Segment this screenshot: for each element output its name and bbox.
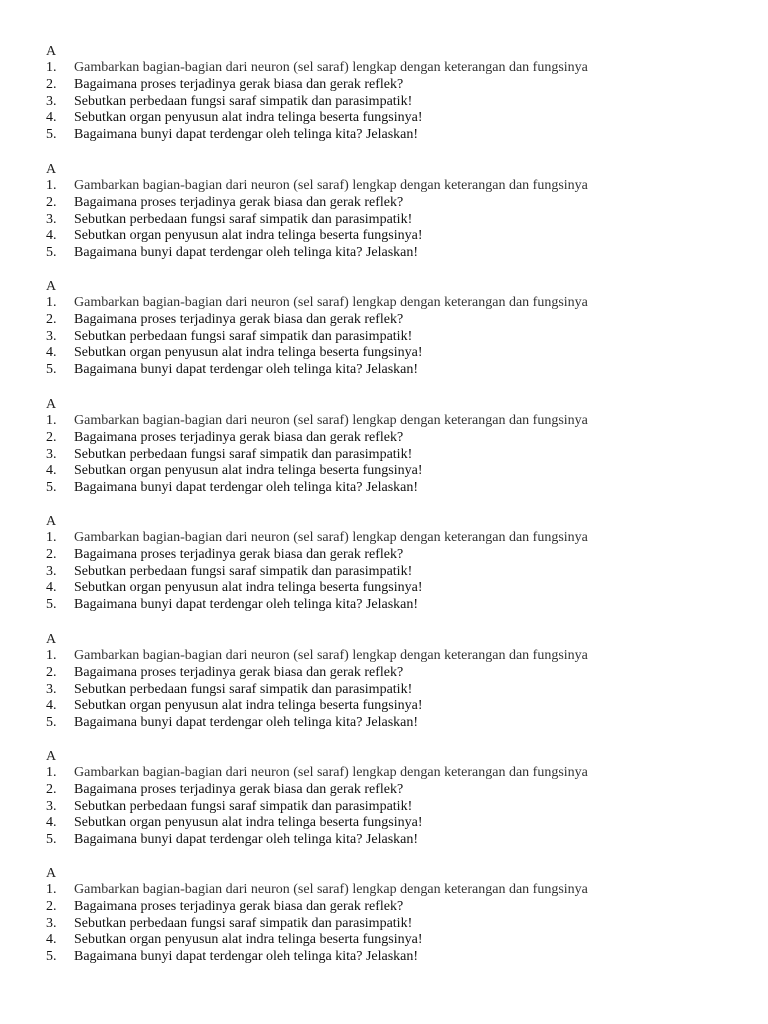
question-text: Gambarkan bagian-bagian dari neuron (sel saraf) lengkap dengan keterangan dan fungsinya bbox=[74, 530, 588, 545]
question-text: Bagaimana bunyi dapat terdengar oleh telinga kita? Jelaskan! bbox=[74, 480, 419, 496]
question-item bbox=[46, 312, 746, 329]
question-text: Sebutkan perbedaan fungsi saraf simpatik dan parasimpatik! bbox=[74, 446, 413, 462]
question-text: Sebutkan perbedaan fungsi saraf simpatik dan parasimpatik! bbox=[74, 328, 413, 344]
question-item bbox=[46, 329, 746, 346]
question-text: Bagaimana bunyi dapat terdengar oleh telinga kita? Jelaskan! bbox=[74, 127, 419, 143]
question-item bbox=[46, 345, 746, 362]
question-item bbox=[46, 530, 746, 547]
question-text: Bagaimana proses terjadinya gerak biasa dan gerak reflek? bbox=[74, 664, 404, 680]
question-number: 3. bbox=[46, 328, 57, 344]
question-number: 4. bbox=[46, 228, 57, 244]
question-text: Gambarkan bagian-bagian dari neuron (sel saraf) lengkap dengan keterangan dan fungsinya bbox=[74, 648, 588, 663]
question-text: Bagaimana bunyi dapat terdengar oleh telinga kita? Jelaskan! bbox=[74, 832, 419, 848]
question-item bbox=[46, 110, 746, 127]
question-number: 5. bbox=[46, 480, 57, 496]
question-item bbox=[46, 665, 746, 682]
question-section bbox=[46, 513, 746, 614]
question-text: Sebutkan organ penyusun alat indra telinga beserta fungsinya! bbox=[74, 463, 423, 479]
question-text: Sebutkan organ penyusun alat indra telinga beserta fungsinya! bbox=[74, 580, 423, 596]
question-text: Sebutkan organ penyusun alat indra telinga beserta fungsinya! bbox=[74, 932, 423, 948]
question-item bbox=[46, 580, 746, 597]
question-number: 2. bbox=[46, 664, 57, 680]
question-text: Sebutkan perbedaan fungsi saraf simpatik dan parasimpatik! bbox=[74, 681, 413, 697]
question-section bbox=[46, 396, 746, 497]
question-number: 5. bbox=[46, 832, 57, 848]
question-text: Gambarkan bagian-bagian dari neuron (sel saraf) lengkap dengan keterangan dan fungsinya bbox=[74, 765, 588, 780]
question-number: 1. bbox=[46, 765, 57, 780]
question-item bbox=[46, 765, 746, 782]
question-item bbox=[46, 362, 746, 379]
question-text: Sebutkan organ penyusun alat indra telinga beserta fungsinya! bbox=[74, 345, 423, 361]
question-item bbox=[46, 60, 746, 77]
question-number: 5. bbox=[46, 245, 57, 261]
question-number: 2. bbox=[46, 781, 57, 797]
question-number: 5. bbox=[46, 127, 57, 143]
question-item bbox=[46, 882, 746, 899]
question-item bbox=[46, 799, 746, 816]
question-item bbox=[46, 682, 746, 699]
question-number: 1. bbox=[46, 413, 57, 428]
question-number: 1. bbox=[46, 178, 57, 193]
question-number: 1. bbox=[46, 648, 57, 663]
question-number: 3. bbox=[46, 798, 57, 814]
question-item bbox=[46, 715, 746, 732]
question-number: 1. bbox=[46, 295, 57, 310]
question-item bbox=[46, 447, 746, 464]
question-number: 3. bbox=[46, 446, 57, 462]
question-text: Bagaimana bunyi dapat terdengar oleh telinga kita? Jelaskan! bbox=[74, 715, 419, 731]
question-number: 3. bbox=[46, 211, 57, 227]
section-label: A bbox=[46, 44, 57, 59]
question-text: Bagaimana bunyi dapat terdengar oleh telinga kita? Jelaskan! bbox=[74, 362, 419, 378]
question-number: 3. bbox=[46, 681, 57, 697]
question-number: 5. bbox=[46, 949, 57, 965]
question-number: 1. bbox=[46, 882, 57, 897]
question-number: 4. bbox=[46, 110, 57, 126]
question-text: Sebutkan perbedaan fungsi saraf simpatik dan parasimpatik! bbox=[74, 93, 413, 109]
question-text: Gambarkan bagian-bagian dari neuron (sel saraf) lengkap dengan keterangan dan fungsinya bbox=[74, 882, 588, 897]
question-item bbox=[46, 195, 746, 212]
question-text: Sebutkan organ penyusun alat indra telinga beserta fungsinya! bbox=[74, 228, 423, 244]
section-label: A bbox=[46, 397, 57, 412]
question-text: Sebutkan perbedaan fungsi saraf simpatik dan parasimpatik! bbox=[74, 211, 413, 227]
question-text: Gambarkan bagian-bagian dari neuron (sel saraf) lengkap dengan keterangan dan fungsinya bbox=[74, 178, 588, 193]
section-label: A bbox=[46, 749, 57, 764]
question-item bbox=[46, 932, 746, 949]
question-text: Gambarkan bagian-bagian dari neuron (sel saraf) lengkap dengan keterangan dan fungsinya bbox=[74, 413, 588, 428]
question-text: Bagaimana proses terjadinya gerak biasa dan gerak reflek? bbox=[74, 76, 404, 92]
section-label: A bbox=[46, 279, 57, 294]
question-number: 5. bbox=[46, 362, 57, 378]
question-number: 1. bbox=[46, 60, 57, 75]
question-item bbox=[46, 597, 746, 614]
question-text: Bagaimana bunyi dapat terdengar oleh telinga kita? Jelaskan! bbox=[74, 597, 419, 613]
question-item bbox=[46, 178, 746, 195]
question-number: 4. bbox=[46, 580, 57, 596]
question-item bbox=[46, 832, 746, 849]
section-label: A bbox=[46, 632, 57, 647]
question-text: Bagaimana proses terjadinya gerak biasa dan gerak reflek? bbox=[74, 311, 404, 327]
question-text: Sebutkan organ penyusun alat indra telinga beserta fungsinya! bbox=[74, 698, 423, 714]
question-text: Sebutkan organ penyusun alat indra telinga beserta fungsinya! bbox=[74, 815, 423, 831]
question-number: 3. bbox=[46, 915, 57, 931]
question-number: 2. bbox=[46, 429, 57, 445]
section-label: A bbox=[46, 866, 57, 881]
question-item bbox=[46, 463, 746, 480]
question-text: Bagaimana bunyi dapat terdengar oleh telinga kita? Jelaskan! bbox=[74, 245, 419, 261]
question-section bbox=[46, 748, 746, 849]
question-item bbox=[46, 94, 746, 111]
question-text: Gambarkan bagian-bagian dari neuron (sel saraf) lengkap dengan keterangan dan fungsinya bbox=[74, 60, 588, 75]
question-text: Gambarkan bagian-bagian dari neuron (sel saraf) lengkap dengan keterangan dan fungsinya bbox=[74, 295, 588, 310]
question-item bbox=[46, 228, 746, 245]
question-number: 4. bbox=[46, 698, 57, 714]
question-item bbox=[46, 430, 746, 447]
question-section bbox=[46, 161, 746, 262]
question-item bbox=[46, 77, 746, 94]
question-item bbox=[46, 648, 746, 665]
question-number: 2. bbox=[46, 898, 57, 914]
question-number: 4. bbox=[46, 815, 57, 831]
section-label: A bbox=[46, 162, 57, 177]
question-number: 1. bbox=[46, 530, 57, 545]
question-number: 4. bbox=[46, 345, 57, 361]
question-text: Bagaimana proses terjadinya gerak biasa dan gerak reflek? bbox=[74, 194, 404, 210]
question-number: 5. bbox=[46, 597, 57, 613]
question-section bbox=[46, 278, 746, 379]
question-text: Bagaimana proses terjadinya gerak biasa dan gerak reflek? bbox=[74, 781, 404, 797]
question-section bbox=[46, 865, 746, 966]
question-section bbox=[46, 631, 746, 732]
question-item bbox=[46, 916, 746, 933]
question-item bbox=[46, 547, 746, 564]
question-text: Sebutkan perbedaan fungsi saraf simpatik dan parasimpatik! bbox=[74, 915, 413, 931]
question-number: 5. bbox=[46, 715, 57, 731]
question-item bbox=[46, 782, 746, 799]
section-label: A bbox=[46, 514, 57, 529]
question-item bbox=[46, 480, 746, 497]
question-text: Sebutkan organ penyusun alat indra telinga beserta fungsinya! bbox=[74, 110, 423, 126]
question-item bbox=[46, 815, 746, 832]
question-item bbox=[46, 127, 746, 144]
question-number: 2. bbox=[46, 546, 57, 562]
question-number: 3. bbox=[46, 563, 57, 579]
question-item bbox=[46, 899, 746, 916]
question-text: Bagaimana proses terjadinya gerak biasa dan gerak reflek? bbox=[74, 546, 404, 562]
question-text: Sebutkan perbedaan fungsi saraf simpatik dan parasimpatik! bbox=[74, 563, 413, 579]
question-item bbox=[46, 949, 746, 966]
question-number: 4. bbox=[46, 463, 57, 479]
question-item bbox=[46, 295, 746, 312]
question-section bbox=[46, 43, 746, 144]
question-number: 2. bbox=[46, 311, 57, 327]
question-number: 4. bbox=[46, 932, 57, 948]
question-text: Bagaimana proses terjadinya gerak biasa dan gerak reflek? bbox=[74, 429, 404, 445]
question-item bbox=[46, 564, 746, 581]
question-item bbox=[46, 212, 746, 229]
question-item bbox=[46, 413, 746, 430]
question-number: 2. bbox=[46, 76, 57, 92]
question-text: Sebutkan perbedaan fungsi saraf simpatik dan parasimpatik! bbox=[74, 798, 413, 814]
question-number: 3. bbox=[46, 93, 57, 109]
question-number: 2. bbox=[46, 194, 57, 210]
question-text: Bagaimana proses terjadinya gerak biasa dan gerak reflek? bbox=[74, 898, 404, 914]
question-item bbox=[46, 245, 746, 262]
question-text: Bagaimana bunyi dapat terdengar oleh telinga kita? Jelaskan! bbox=[74, 949, 419, 965]
question-item bbox=[46, 698, 746, 715]
